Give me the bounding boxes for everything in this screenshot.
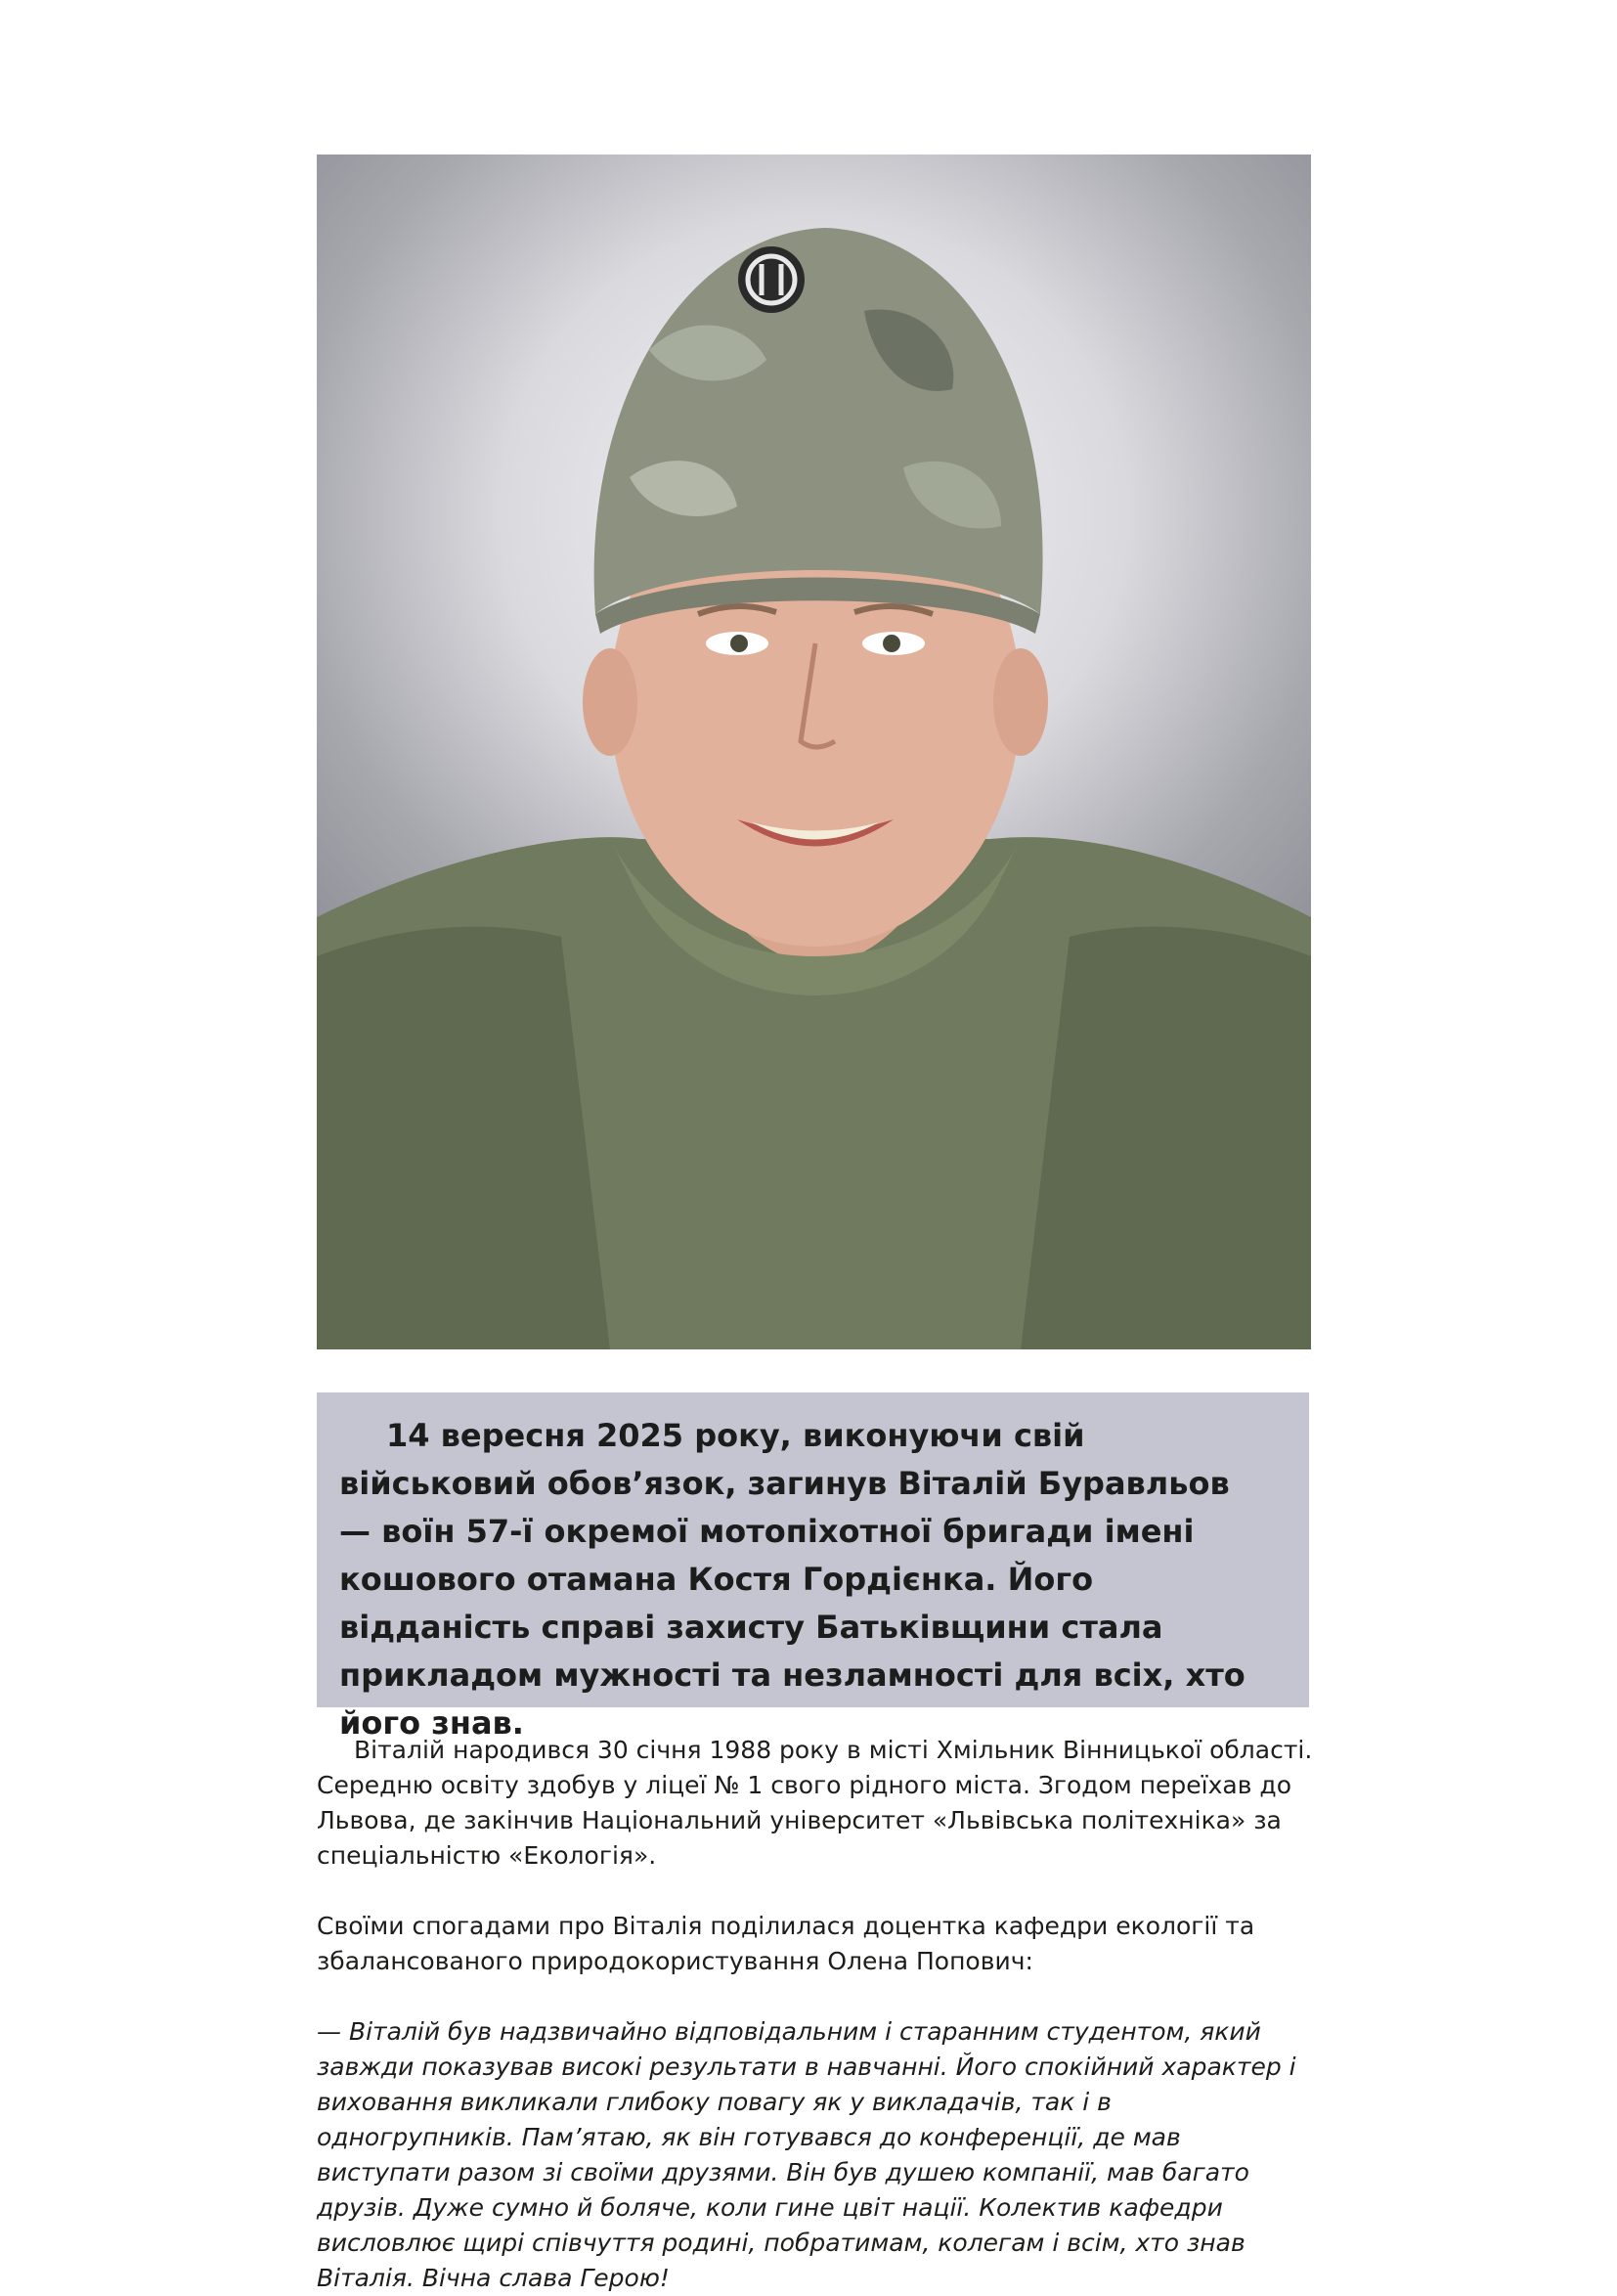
pupil-left [730,635,748,652]
lead-block [317,1392,1309,1742]
ear-left [583,648,637,756]
vest-right [1021,927,1311,1349]
badge-icon [738,246,805,313]
biography-paragraph: Віталій народився 30 січня 1988 року в місті Хмільник Вінницької області. Середню освіту здобув у ліцеї № 1 свого рідного міста. Згодом переїхав до Львова, де закінчив Національний університет «Львівська політехніка» за спеціальністю «Екологія». [317,1736,1313,1870]
portrait-photo [317,155,1311,1349]
ear-right [993,648,1048,756]
intro-paragraph: Своїми спогадами про Віталія поділилася доцентка кафедри екології та збалансованого природокористування Олена Попович: [317,1912,1255,1975]
pupil-right [883,635,900,652]
lead-text: 14 вересня 2025 року, виконуючи свій військовий обов’язок, загинув Віталій Буравльов — воїн 57-ї окремої мотопіхотної бригади імені кошового отамана Костя Гордієнка. Його відданість справі захисту Батьківщини стала прикладом мужності та незламності для всіх, хто його знав. [339,1417,1246,1742]
article-body [317,1733,1314,2296]
portrait-illustration [317,155,1311,1349]
cap [594,228,1043,614]
vest-left [317,927,610,1349]
quote-paragraph: — Віталій був надзвичайно відповідальним і старанним студентом, який завжди показував високі результати в навчанні. Його спокійний характер і виховання викликали глибоку повагу як у викладачів, так і в одногрупників. Пам’ятаю, як він готувався до конференції, де мав виступати разом зі своїми друзями. Він був душею компанії, мав багато друзів. Дуже сумно й боляче, коли гине цвіт нації. Колектив кафедри висловлює щирі співчуття родині, побратимам, колегам і всім, хто знав Віталія. Вічна слава Герою! [317,2017,1296,2292]
